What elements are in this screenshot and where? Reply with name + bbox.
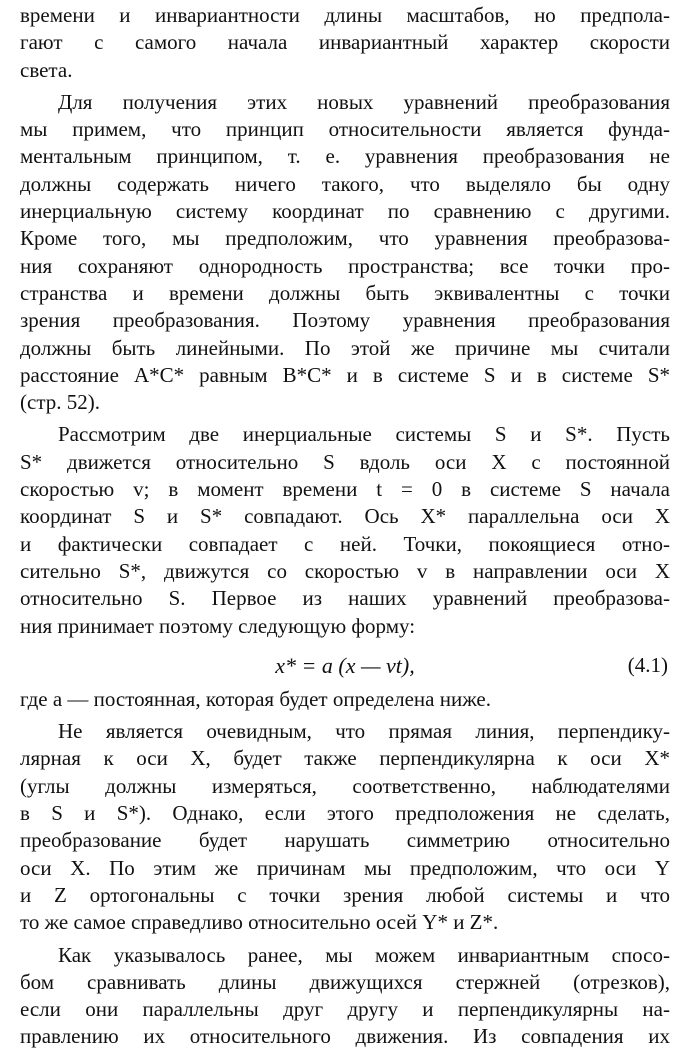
text-line: и Z ортогональны с точки зрения любой системы и что: [20, 882, 670, 907]
text-line: то же самое справедливо относительно осей Y* и Z*.: [20, 910, 499, 935]
text-line: зрения преобразования. Поэтому уравнения преобразования: [20, 308, 670, 333]
text-line: Рассмотрим две инерциальные системы S и S*. Пусть: [58, 422, 670, 447]
text-line: относительно S. Первое из наших уравнений преобразова-: [20, 586, 670, 611]
equation-formula: x* = a (x — vt),: [275, 652, 415, 678]
text-line: S* движется относительно S вдоль оси X с постоянной: [20, 449, 670, 474]
text-line: Кроме того, мы предположим, что уравнения преобразова-: [20, 226, 670, 251]
text-line: скоростью v; в момент времени t = 0 в системе S начала: [20, 477, 670, 502]
equation-4-1: [20, 646, 670, 686]
text-line: координат S и S* совпадают. Ось X* параллельна оси X: [20, 504, 670, 529]
paragraph-1: [20, 89, 670, 417]
text-line: должны быть линейными. По этой же причине мы считали: [20, 335, 670, 360]
paragraph-4: [20, 718, 670, 936]
text-line: (углы должны измеряться, соответственно, наблюдателями: [20, 773, 670, 798]
text-line: где a — постоянная, которая будет определена ниже.: [20, 686, 492, 711]
text-line: сительно S*, движутся со скоростью v в направлении оси X: [20, 558, 670, 583]
text-line: преобразование будет нарушать симметрию относительно: [20, 828, 670, 853]
text-line: ментальным принципом, т. е. уравнения преобразования не: [20, 144, 670, 169]
text-line: времени и инвариантности длины масштабов, но предпола-: [20, 3, 670, 27]
paragraph-2: [20, 421, 670, 639]
paragraph-0: [20, 2, 670, 84]
text-line: ния сохраняют однородность пространства; все точки про-: [20, 253, 670, 278]
text-line: правлению их относительного движения. Из совпадения их: [20, 1024, 670, 1049]
text-line: в S и S*). Однако, если этого предположения не сделать,: [20, 801, 670, 826]
text-line: Для получения этих новых уравнений преобразования: [58, 89, 670, 114]
text-line: гают с самого начала инвариантный характер скорости: [20, 30, 670, 55]
text-line: лярная к оси X, будет также перпендикулярна к оси X*: [20, 746, 670, 771]
text-line: должны содержать ничего такого, что выделяло бы одну: [20, 171, 670, 196]
text-line: странства и времени должны быть эквивалентны с точки: [20, 280, 670, 305]
text-line: и фактически совпадает с ней. Точки, покоящиеся отно-: [20, 531, 670, 556]
paragraph-3: [20, 686, 670, 713]
text-line: инерциальную систему координат по сравнению с другими.: [20, 199, 670, 224]
equation-number: (4.1): [627, 652, 668, 677]
text-line: бом сравнивать длины движущихся стержней (отрезков),: [20, 969, 670, 994]
text-line: оси X. По этим же причинам мы предположим, что оси Y: [20, 855, 670, 880]
text-line: (стр. 52).: [20, 390, 100, 415]
text-line: если они параллельны друг другу и перпендикулярны на-: [20, 997, 670, 1022]
text-line: Не является очевидным, что прямая линия, перпендику-: [58, 719, 670, 744]
text-line: ния принимает поэтому следующую форму:: [20, 613, 416, 638]
text-line: мы примем, что принцип относительности является фунда-: [20, 117, 670, 142]
text-line: Как указывалось ранее, мы можем инвариантным спосо-: [58, 942, 670, 967]
text-line: расстояние A*C* равным B*C* и в системе S и в системе S*: [20, 362, 670, 387]
text-line: света.: [20, 57, 73, 82]
paragraph-5: [20, 942, 670, 1051]
